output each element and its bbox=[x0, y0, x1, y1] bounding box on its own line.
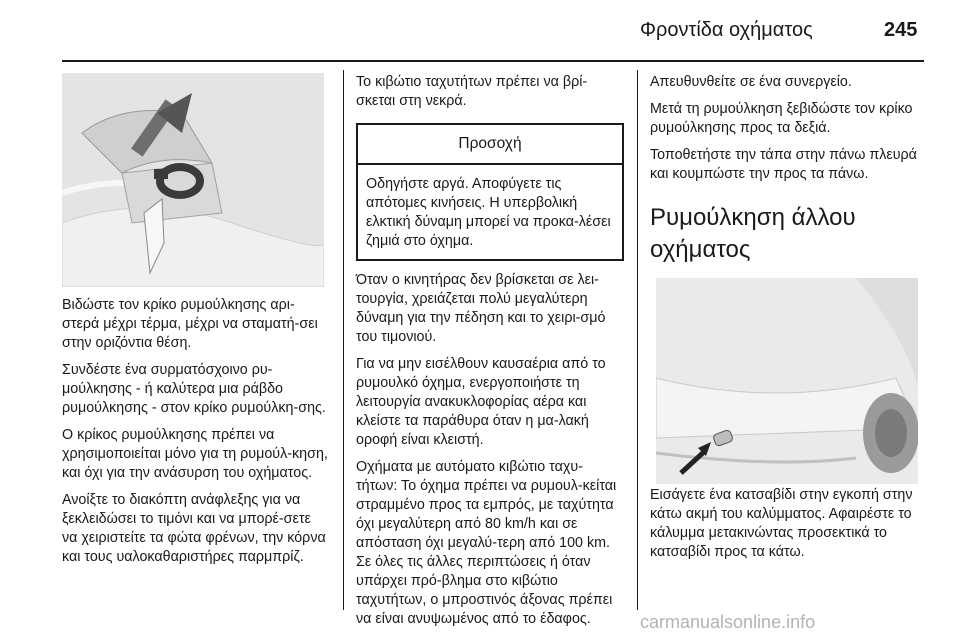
caution-box bbox=[356, 123, 624, 261]
col3-paragraph: Απευθυνθείτε σε ένα συνεργείο. bbox=[650, 74, 852, 90]
caution-text: Οδηγήστε αργά. Αποφύγετε τις απότομες κινήσεις. Η υπερβολική ελκτική δύναμη μπορεί να προκα-λέσει ζημιά στο όχημα. bbox=[366, 176, 611, 249]
col2-paragraph: Για να μην εισέλθουν καυσαέρια από το ρυμουλκό όχημα, ενεργοποιήστε τη λειτουργία ανακυκλοφορίας αέρα και κλείστε τα παράθυρα όταν η μα-λακή οροφή είναι κλειστή. bbox=[356, 356, 606, 448]
header-rule bbox=[62, 60, 924, 62]
col2-paragraph: Όταν ο κινητήρας δεν βρίσκεται σε λει-τουργία, χρειάζεται πολύ μεγαλύτερη δύναμη για την πέδηση και το χειρι-σμό του τιμονιού. bbox=[356, 272, 606, 345]
column-1 bbox=[62, 296, 330, 575]
col3-paragraph: Τοποθετήστε την τάπα στην πάνω πλευρά και κουμπώστε την προς τα πάνω. bbox=[650, 147, 917, 182]
col2-paragraph: Οχήματα με αυτόματο κιβώτιο ταχυ-τήτων: Το όχημα πρέπει να ρυμουλ-κείται στραμμένο προς τα εμπρός, με ταχύτητα όχι μεγαλύτερη από 80 km/h και σε απόσταση όχι μεγαλύ-τερη από 100 km. Σε όλες τις άλλες περιπτώσεις ή όταν υπάρχει πρό-βλημα στο κιβώτιο ταχυτήτων, ο μπροστινός άξονας πρέπει να είναι ανυψωμένος από το έδαφος. bbox=[356, 459, 617, 627]
column-divider-1 bbox=[343, 70, 344, 610]
section-heading: Ρυμούλκηση άλλου οχήματος bbox=[650, 204, 856, 263]
col1-paragraph: Βιδώστε τον κρίκο ρυμούλκησης αρι-στερά μέχρι τέρμα, μέχρι να σταματή-σει στην οριζόντια θέση. bbox=[62, 297, 318, 351]
watermark: carmanualsonline.info bbox=[640, 612, 816, 632]
column-divider-2 bbox=[637, 70, 638, 610]
col3-paragraph: Μετά τη ρυμούλκηση ξεβιδώστε τον κρίκο ρυμούλκησης προς τα δεξιά. bbox=[650, 101, 913, 136]
col2-intro: Το κιβώτιο ταχυτήτων πρέπει να βρί-σκεται στη νεκρά. bbox=[356, 74, 588, 109]
col1-paragraph: Συνδέστε ένα συρματόσχοινο ρυ-μούλκησης - ή καλύτερα μια ράβδο ρυμούλκησης - στον κρίκο ρυμούλκη-σης. bbox=[62, 362, 326, 416]
col1-paragraph: Ο κρίκος ρυμούλκησης πρέπει να χρησιμοποιείται μόνο για τη ρυμούλ-κηση, και όχι για την ανάσυρση του οχήματος. bbox=[62, 427, 328, 481]
running-header-title: Φροντίδα οχήματος bbox=[640, 19, 813, 41]
rear-bumper-illustration bbox=[656, 278, 918, 484]
column-2 bbox=[356, 73, 624, 637]
col1-paragraph: Ανοίξτε το διακόπτη ανάφλεξης για να ξεκλειδώσει το τιμόνι και να μπορέ-σετε να χειριστείτε τα φώτα φρένων, την κόρνα και τους υαλοκαθαριστήρες παρμπρίζ. bbox=[62, 492, 326, 565]
towing-eye-illustration bbox=[62, 73, 324, 287]
caution-heading: Προσοχή bbox=[358, 125, 622, 165]
page-number: 245 bbox=[884, 19, 918, 41]
col3-paragraph: Εισάγετε ένα κατσαβίδι στην εγκοπή στην κάτω ακμή του καλύμματος. Αφαιρέστε το κάλυμμα μετακινώντας προσεκτικά το κατσαβίδι προς τα κάτω. bbox=[650, 487, 913, 560]
